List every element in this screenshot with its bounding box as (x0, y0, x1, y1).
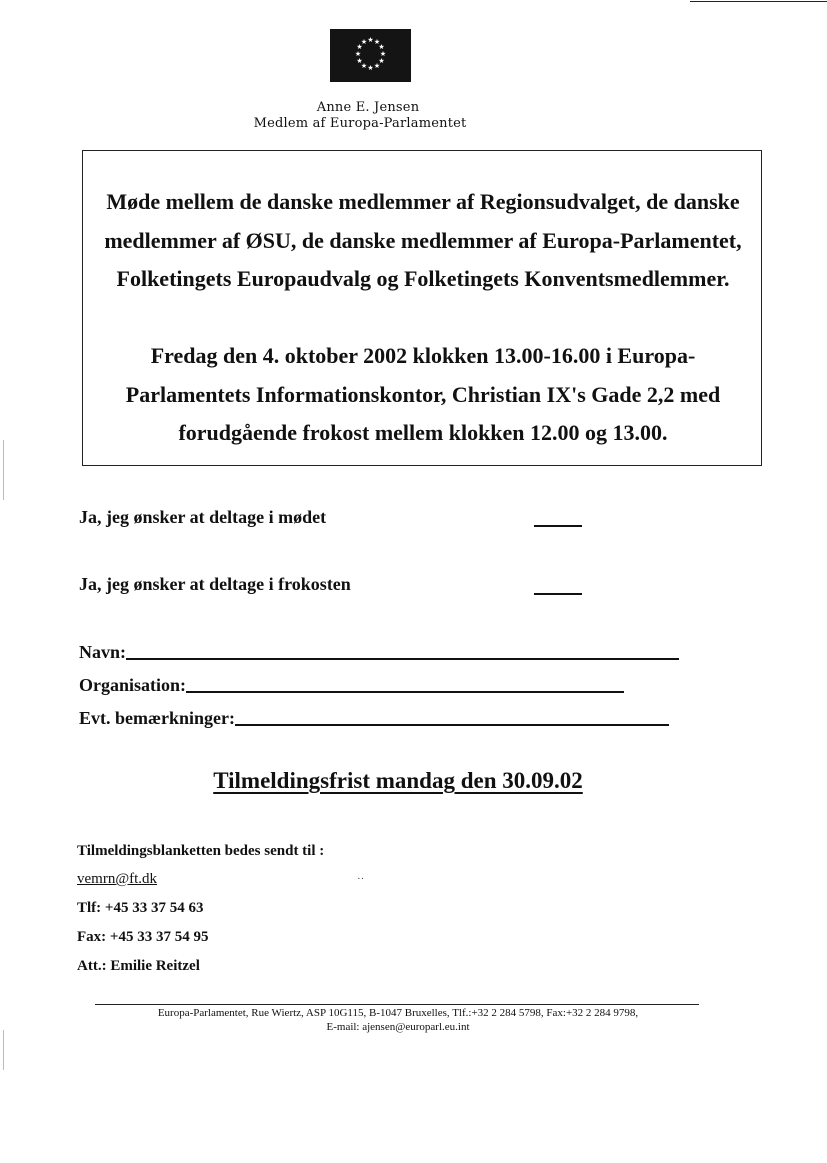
meeting-details-line: Fredag den 4. oktober 2002 klokken 13.00-16.00 i Europa- (150, 343, 696, 368)
meeting-info-box (82, 150, 762, 466)
svg-text:★: ★ (360, 38, 368, 46)
svg-text:★: ★ (373, 62, 381, 70)
attend-lunch-checkline[interactable] (534, 593, 582, 595)
svg-text:★: ★ (379, 50, 387, 58)
footer-email: E-mail: ajensen@europarl.eu.int (326, 1021, 470, 1033)
sender-name: Anne E. Jensen (316, 100, 420, 115)
meeting-title-line: Møde mellem de danske medlemmer af Regionsudvalget, de danske (106, 189, 740, 214)
meeting-details (83, 337, 763, 453)
send-to-fax: Fax: +45 33 37 54 95 (77, 929, 209, 945)
svg-text:★: ★ (354, 50, 362, 58)
svg-text:★: ★ (367, 36, 374, 44)
scan-edge-mark (3, 1030, 4, 1070)
eu-flag-icon (330, 29, 411, 82)
svg-text:★: ★ (367, 64, 374, 72)
remarks-field-row (79, 708, 669, 729)
remarks-label: Evt. bemærkninger: (79, 708, 235, 728)
svg-text:★: ★ (360, 62, 368, 70)
svg-text:★: ★ (378, 43, 385, 51)
meeting-title (83, 183, 763, 299)
meeting-title-line: Folketingets Europaudvalg og Folketingets Konventsmedlemmer. (116, 266, 730, 291)
svg-text:★: ★ (356, 57, 363, 65)
name-label: Navn: (79, 642, 127, 662)
name-field-row (79, 642, 679, 663)
scan-edge-mark (3, 440, 4, 500)
footer-address: Europa-Parlamentet, Rue Wiertz, ASP 10G115, B-1047 Bruxelles, Tlf.:+32 2 284 5798, Fax:+32 2 284 9798, (157, 1007, 639, 1019)
registration-deadline: Tilmeldingsfrist mandag den 30.09.02 (213, 768, 583, 793)
name-input-line[interactable] (126, 658, 679, 660)
sender-title: Medlem af Europa-Parlamentet (253, 116, 467, 131)
send-to-heading: Tilmeldingsblanketten bedes sendt til : (77, 843, 325, 859)
remarks-input-line[interactable] (235, 724, 669, 726)
svg-text:★: ★ (356, 43, 363, 51)
meeting-details-line: forudgående frokost mellem klokken 12.00 og 13.00. (178, 420, 668, 445)
attend-meeting-label: Ja, jeg ønsker at deltage i mødet (79, 507, 327, 527)
svg-text:★: ★ (378, 57, 385, 65)
attend-meeting-checkline[interactable] (534, 525, 582, 527)
send-to-email[interactable]: vemrn@ft.dk (77, 871, 158, 887)
scan-speck: ·· (357, 873, 365, 885)
meeting-title-line: medlemmer af ØSU, de danske medlemmer af Europa-Parlamentet, (104, 227, 742, 253)
svg-text:★: ★ (373, 38, 381, 46)
send-to-attention: Att.: Emilie Reitzel (77, 958, 200, 974)
organisation-input-line[interactable] (186, 691, 624, 693)
organisation-field-row (79, 675, 624, 696)
footer-divider (95, 1004, 699, 1005)
eu-flag-stars (330, 29, 411, 82)
attend-lunch-label: Ja, jeg ønsker at deltage i frokosten (79, 574, 351, 594)
meeting-details-line: Parlamentets Informationskontor, Christian IX's Gade 2,2 med (125, 381, 721, 407)
scan-edge-mark (690, 1, 827, 2)
send-to-phone: Tlf: +45 33 37 54 63 (77, 900, 204, 916)
organisation-label: Organisation: (79, 675, 187, 695)
